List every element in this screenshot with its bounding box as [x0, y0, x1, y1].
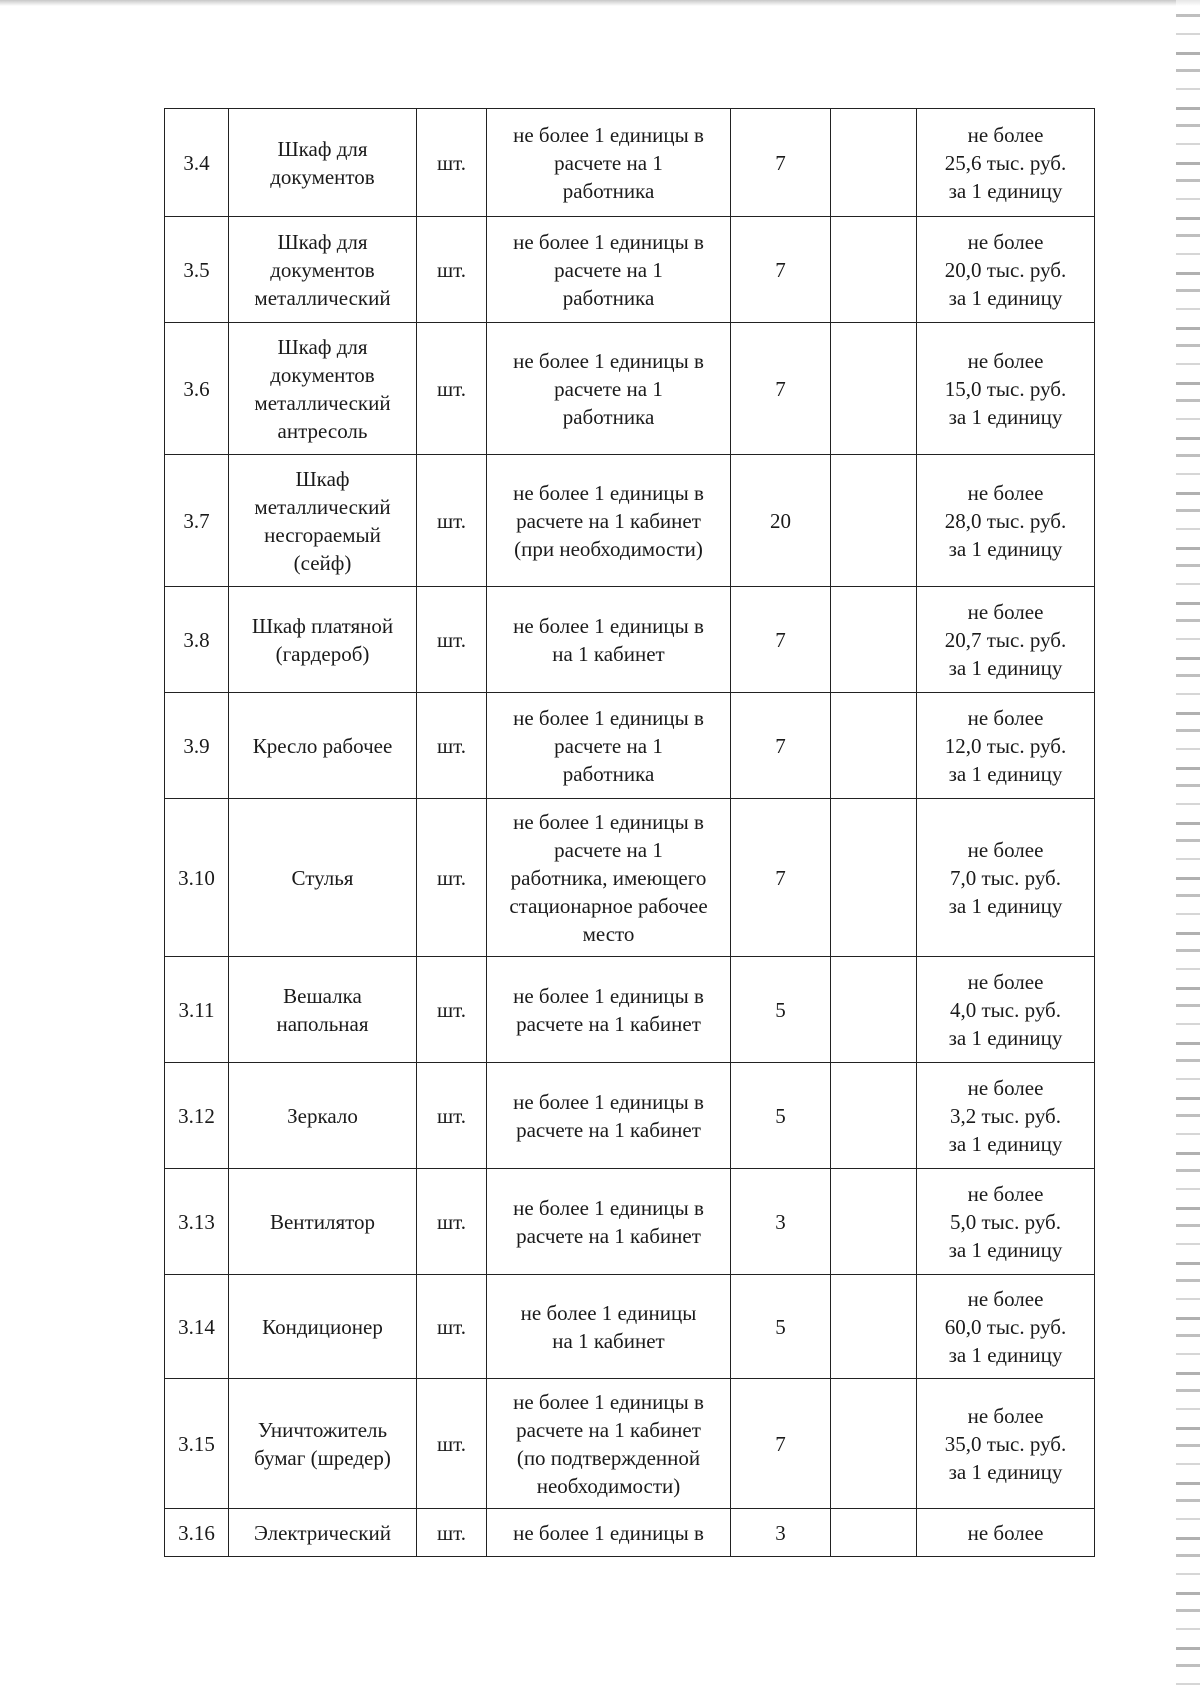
- row-number: [165, 799, 229, 957]
- item-name-text: Шкаф платяной (гардероб): [251, 613, 394, 666]
- row-number: [165, 587, 229, 693]
- unit: [417, 455, 487, 587]
- price-limit-text: не более 28,0 тыс. руб. за 1 единицу: [944, 480, 1067, 561]
- service-life: [731, 1509, 831, 1557]
- row-number-text: 3.10: [178, 865, 215, 890]
- row-number-text: 3.15: [178, 1431, 215, 1456]
- empty-cell: [831, 323, 917, 455]
- price-limit: [917, 109, 1095, 217]
- quantity-norm: [487, 217, 731, 323]
- service-life-text: 7: [775, 865, 786, 890]
- empty-cell: [831, 1063, 917, 1169]
- row-number: [165, 1379, 229, 1509]
- quantity-norm-text: не более 1 единицы в расчете на 1 работника: [513, 705, 704, 786]
- unit-text: шт.: [436, 257, 467, 282]
- service-life: [731, 1169, 831, 1275]
- row-number-text: 3.4: [183, 150, 210, 175]
- item-name: [229, 1275, 417, 1379]
- price-limit-text: не более 15,0 тыс. руб. за 1 единицу: [944, 348, 1067, 429]
- table-row: [165, 323, 1095, 455]
- service-life: [731, 455, 831, 587]
- service-life-text: 5: [775, 1314, 786, 1339]
- unit: [417, 957, 487, 1063]
- service-life: [731, 109, 831, 217]
- price-limit-text: не более 35,0 тыс. руб. за 1 единицу: [944, 1403, 1067, 1484]
- table-row: [165, 1379, 1095, 1509]
- row-number: [165, 109, 229, 217]
- quantity-norm: [487, 109, 731, 217]
- quantity-norm: [487, 1169, 731, 1275]
- quantity-norm-text: не более 1 единицы в: [513, 1520, 704, 1545]
- row-number-text: 3.7: [183, 508, 210, 533]
- row-number-text: 3.14: [178, 1314, 215, 1339]
- unit-text: шт.: [436, 508, 467, 533]
- unit-text: шт.: [436, 865, 467, 890]
- quantity-norm: [487, 1275, 731, 1379]
- service-life-text: 7: [775, 1431, 786, 1456]
- price-limit-text: не более 25,6 тыс. руб. за 1 единицу: [944, 122, 1067, 203]
- table-row: [165, 455, 1095, 587]
- service-life-text: 7: [775, 257, 786, 282]
- unit-text: шт.: [436, 1103, 467, 1128]
- table-row: [165, 1169, 1095, 1275]
- service-life-text: 5: [775, 997, 786, 1022]
- unit-text: шт.: [436, 150, 467, 175]
- service-life-text: 20: [770, 508, 791, 533]
- unit-text: шт.: [436, 1209, 467, 1234]
- quantity-norm-text: не более 1 единицы в расчете на 1 кабинет: [513, 1089, 704, 1142]
- service-life: [731, 957, 831, 1063]
- table-row: [165, 217, 1095, 323]
- price-limit: [917, 799, 1095, 957]
- item-name-text: Уничтожитель бумаг (шредер): [254, 1417, 391, 1470]
- item-name: [229, 587, 417, 693]
- table-row: [165, 693, 1095, 799]
- quantity-norm: [487, 587, 731, 693]
- empty-cell: [831, 799, 917, 957]
- service-life: [731, 587, 831, 693]
- service-life-text: 7: [775, 376, 786, 401]
- table-row: [165, 109, 1095, 217]
- service-life: [731, 1063, 831, 1169]
- row-number-text: 3.8: [183, 627, 210, 652]
- empty-cell: [831, 693, 917, 799]
- row-number-text: 3.9: [183, 733, 210, 758]
- price-limit-text: не более 20,0 тыс. руб. за 1 единицу: [944, 229, 1067, 310]
- empty-cell: [831, 1275, 917, 1379]
- unit: [417, 323, 487, 455]
- item-name-text: Шкаф для документов металлический: [254, 229, 391, 310]
- unit: [417, 693, 487, 799]
- row-number: [165, 693, 229, 799]
- unit-text: шт.: [436, 733, 467, 758]
- item-name-text: Кресло рабочее: [252, 733, 393, 758]
- item-name: [229, 1169, 417, 1275]
- item-name: [229, 1063, 417, 1169]
- item-name-text: Зеркало: [287, 1103, 358, 1128]
- quantity-norm-text: не более 1 единицы в на 1 кабинет: [513, 613, 704, 666]
- item-name: [229, 323, 417, 455]
- price-limit: [917, 1169, 1095, 1275]
- unit-text: шт.: [436, 627, 467, 652]
- item-name: [229, 217, 417, 323]
- table-row: [165, 957, 1095, 1063]
- price-limit-text: не более 5,0 тыс. руб. за 1 единицу: [948, 1181, 1063, 1262]
- item-name-text: Кондиционер: [262, 1314, 383, 1339]
- price-limit: [917, 1509, 1095, 1557]
- service-life-text: 7: [775, 733, 786, 758]
- item-name: [229, 109, 417, 217]
- norms-table: [164, 108, 1095, 1557]
- row-number-text: 3.16: [178, 1520, 215, 1545]
- service-life: [731, 217, 831, 323]
- service-life: [731, 1379, 831, 1509]
- item-name-text: Стулья: [291, 865, 354, 890]
- item-name-text: Вешалка напольная: [276, 983, 369, 1036]
- unit: [417, 1509, 487, 1557]
- service-life-text: 5: [775, 1103, 786, 1128]
- unit-text: шт.: [436, 1431, 467, 1456]
- service-life: [731, 799, 831, 957]
- price-limit: [917, 957, 1095, 1063]
- empty-cell: [831, 1169, 917, 1275]
- unit: [417, 217, 487, 323]
- scan-top-shadow: [0, 0, 1200, 6]
- empty-cell: [831, 1509, 917, 1557]
- row-number-text: 3.13: [178, 1209, 215, 1234]
- price-limit: [917, 693, 1095, 799]
- row-number: [165, 323, 229, 455]
- price-limit: [917, 587, 1095, 693]
- service-life: [731, 323, 831, 455]
- row-number: [165, 1063, 229, 1169]
- price-limit-text: не более 3,2 тыс. руб. за 1 единицу: [948, 1075, 1063, 1156]
- item-name-text: Шкаф для документов: [270, 136, 375, 189]
- item-name: [229, 799, 417, 957]
- unit-text: шт.: [436, 997, 467, 1022]
- quantity-norm-text: не более 1 единицы в расчете на 1 работника: [513, 229, 704, 310]
- quantity-norm: [487, 957, 731, 1063]
- empty-cell: [831, 217, 917, 323]
- table-row: [165, 1275, 1095, 1379]
- row-number: [165, 1509, 229, 1557]
- service-life-text: 7: [775, 150, 786, 175]
- empty-cell: [831, 109, 917, 217]
- quantity-norm: [487, 799, 731, 957]
- row-number-text: 3.11: [178, 997, 215, 1022]
- unit: [417, 587, 487, 693]
- item-name: [229, 1379, 417, 1509]
- row-number: [165, 957, 229, 1063]
- quantity-norm-text: не более 1 единицы в расчете на 1 кабинет: [513, 983, 704, 1036]
- empty-cell: [831, 1379, 917, 1509]
- item-name: [229, 693, 417, 799]
- service-life-text: 3: [775, 1209, 786, 1234]
- unit-text: шт.: [436, 1520, 467, 1545]
- item-name: [229, 957, 417, 1063]
- price-limit-text: не более 20,7 тыс. руб. за 1 единицу: [944, 599, 1067, 680]
- item-name-text: Шкаф металлический несгораемый (сейф): [254, 466, 391, 575]
- table-body: [165, 109, 1095, 1557]
- quantity-norm: [487, 1509, 731, 1557]
- service-life-text: 3: [775, 1520, 786, 1545]
- quantity-norm-text: не более 1 единицы в расчете на 1 кабинет: [513, 1195, 704, 1248]
- service-life: [731, 693, 831, 799]
- unit: [417, 1379, 487, 1509]
- price-limit-text: не более 60,0 тыс. руб. за 1 единицу: [944, 1286, 1067, 1367]
- price-limit: [917, 455, 1095, 587]
- unit: [417, 1063, 487, 1169]
- price-limit: [917, 1379, 1095, 1509]
- table-row: [165, 587, 1095, 693]
- quantity-norm-text: не более 1 единицы на 1 кабинет: [520, 1300, 697, 1353]
- quantity-norm: [487, 693, 731, 799]
- empty-cell: [831, 455, 917, 587]
- row-number-text: 3.5: [183, 257, 210, 282]
- quantity-norm: [487, 1379, 731, 1509]
- quantity-norm: [487, 323, 731, 455]
- price-limit-text: не более 7,0 тыс. руб. за 1 единицу: [948, 837, 1063, 918]
- price-limit: [917, 323, 1095, 455]
- item-name: [229, 1509, 417, 1557]
- price-limit-text: не более 4,0 тыс. руб. за 1 единицу: [948, 969, 1063, 1050]
- quantity-norm-text: не более 1 единицы в расчете на 1 кабинет (при необходимости): [513, 480, 704, 561]
- price-limit-text: не более: [967, 1520, 1044, 1545]
- row-number: [165, 1169, 229, 1275]
- quantity-norm: [487, 1063, 731, 1169]
- quantity-norm-text: не более 1 единицы в расчете на 1 кабинет (по подтвержденной необходимости): [513, 1389, 704, 1498]
- empty-cell: [831, 957, 917, 1063]
- unit-text: шт.: [436, 376, 467, 401]
- item-name-text: Электрический: [254, 1520, 391, 1545]
- row-number-text: 3.12: [178, 1103, 215, 1128]
- empty-cell: [831, 587, 917, 693]
- row-number: [165, 217, 229, 323]
- row-number: [165, 1275, 229, 1379]
- table-row: [165, 1063, 1095, 1169]
- price-limit: [917, 217, 1095, 323]
- table-row: [165, 799, 1095, 957]
- service-life: [731, 1275, 831, 1379]
- unit: [417, 1169, 487, 1275]
- scan-right-edge: [1176, 0, 1200, 1690]
- quantity-norm-text: не более 1 единицы в расчете на 1 работника: [513, 122, 704, 203]
- quantity-norm: [487, 455, 731, 587]
- row-number: [165, 455, 229, 587]
- item-name: [229, 455, 417, 587]
- item-name-text: Вентилятор: [269, 1209, 376, 1234]
- table-row: [165, 1509, 1095, 1557]
- price-limit-text: не более 12,0 тыс. руб. за 1 единицу: [944, 705, 1067, 786]
- quantity-norm-text: не более 1 единицы в расчете на 1 работника: [513, 348, 704, 429]
- price-limit: [917, 1063, 1095, 1169]
- unit: [417, 1275, 487, 1379]
- row-number-text: 3.6: [183, 376, 210, 401]
- quantity-norm-text: не более 1 единицы в расчете на 1 работника, имеющего стационарное рабочее место: [509, 809, 708, 946]
- unit: [417, 109, 487, 217]
- item-name-text: Шкаф для документов металлический антресоль: [254, 334, 391, 443]
- service-life-text: 7: [775, 627, 786, 652]
- price-limit: [917, 1275, 1095, 1379]
- unit: [417, 799, 487, 957]
- unit-text: шт.: [436, 1314, 467, 1339]
